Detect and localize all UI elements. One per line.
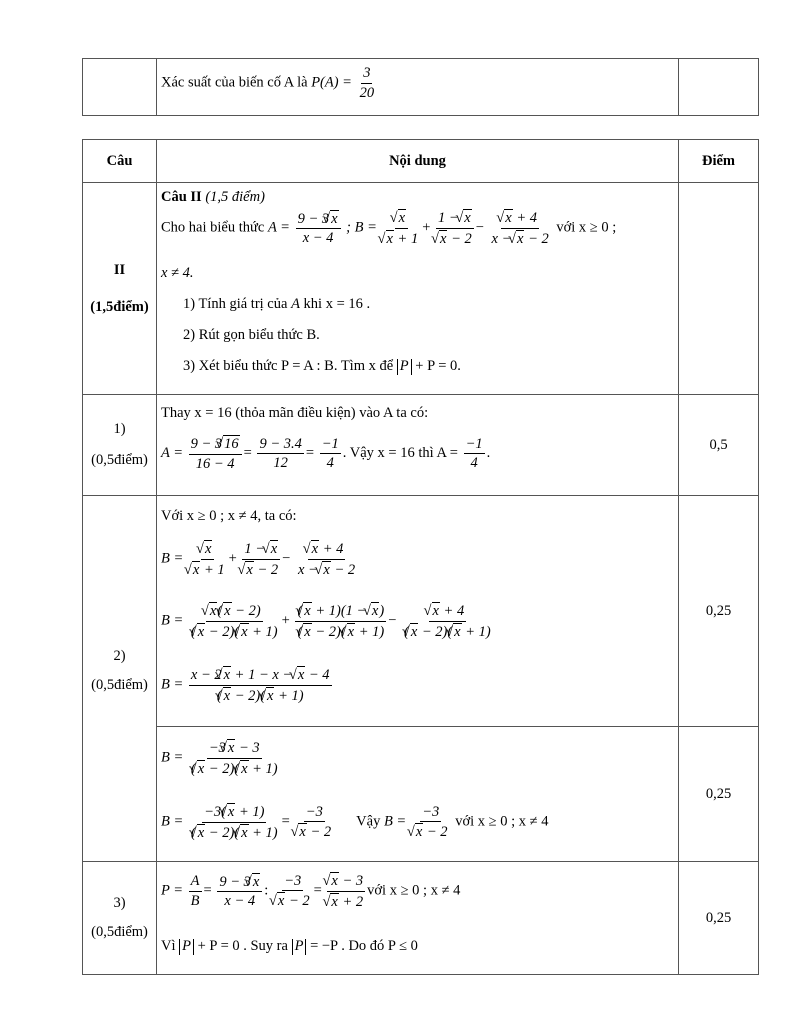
p2-cau-cell [83, 496, 157, 862]
p1-conclusion: . Vậy x = 16 thì A = [342, 445, 458, 461]
probability-lhs: P(A) = [311, 74, 352, 91]
top-cell-empty-right [679, 59, 759, 116]
header-cau: Câu [83, 140, 157, 183]
part-3-row [83, 862, 759, 975]
p3-last-b: + P = 0 . Suy ra [193, 938, 292, 954]
p3-score: 0,25 [705, 909, 732, 926]
p3-cau-cell [83, 862, 157, 975]
p3-last-a: Vì [161, 938, 180, 954]
p2-content-cell-a: Với x ≥ 0 ; x ≠ 4, ta có: B = √ x √ x + 1 + 1 − √ x √ x − 2 − √ $\frac{x + 4}{x - √ x - 2}$ B = √ $\frac{x(√ x - 2)}{(√ x - 2)(√ x + 1)}$ + $\frac{(√ x + 1)(1 - √ x)}{(√ x - 2)(√ x + 1)}$ − √ $\frac{x + 4}{(√ x - 2)(√ x + 1)}$ B = $\frac{x - 2√ x + 1 - x - √ x - 4}{(√ x - 2)(√ x + 1)}$ [157, 496, 679, 727]
q2-cau-cell [83, 183, 157, 395]
q2-title-points: (1,5 điểm) [201, 189, 265, 205]
p2-score-cell-b [679, 727, 759, 862]
q2-title: Câu II [161, 189, 202, 205]
q2-condition: với x ≥ 0 ; [556, 219, 617, 236]
p2-label: 2) [113, 648, 126, 664]
p3-points: (0,5điểm) [91, 924, 148, 940]
p1-cau-cell [83, 395, 157, 496]
p2-content-cell-b: B = $\frac{-3√ x - 3}{(√ x - 2)(√ x + 1)}$ B = $\frac{-3(√ x + 1)}{(√ x - 2)(√ x + 1)}$ = −3 √ x − 2 Vậy B = −3 √ x − 2 với x ≥ 0 ; x ≠ 4 [157, 727, 679, 862]
q2-item-1-tail: khi x = 16 . [299, 296, 371, 312]
top-cell-empty-left [83, 59, 157, 116]
answer-table [82, 139, 759, 975]
question-2-row [83, 183, 759, 395]
p3-label: 3) [113, 895, 126, 911]
p3-score-cell [679, 862, 759, 975]
p2-score-a: 0,25 [705, 602, 732, 619]
part-1-row [83, 395, 759, 496]
probability-text: Xác suất của biến cố A là [161, 74, 312, 91]
p2-vay: Vậy [356, 813, 381, 830]
probability-fraction: $\frac{3}{20}$ [359, 65, 375, 101]
q2-item-3: 3) Xét biểu thức P = A : B. Tìm x để [183, 358, 397, 374]
q2-item-1: 1) Tính giá trị của [183, 296, 292, 312]
p1-score: 0,5 [709, 436, 728, 453]
q2-points: (1,5điểm) [90, 298, 149, 315]
q2-score-cell [679, 183, 759, 395]
table-header-row [83, 140, 759, 183]
q2-item-2: 2) Rút gọn biểu thức B. [183, 327, 320, 343]
q2-label: II [113, 261, 126, 278]
q2-content-cell: Câu II (1,5 điểm) Cho hai biểu thức A = $\frac{9 - 3√ x}{x - 4}$ ; B = √ x √ x + 1 + 1 − √ x √ x − 2 − √ $\frac{x + 4}{x - √ x - 2}$ với x ≥ 0 ; x ≠ 4. 1) Tính giá trị của A khi x = 16 . 2) Rút gọn biểu thức B. 3) Xét biểu thức P = A : B. Tìm x để P + P = 0. [157, 183, 679, 395]
p2-points: (0,5điểm) [91, 677, 148, 693]
p1-label: 1) [113, 421, 126, 437]
p3-content-cell: P = $\frac{A}{B}$ = $\frac{9 - 3√ x}{x - 4}$ : −3 √ x − 2 = √ x − 3 √ x + 2 với x ≥ 0 ; x ≠ 4 Vì P + P = 0 . Suy ra P = −P . Do đó P ≤ 0 [157, 862, 679, 975]
p1-line1: Thay x = 16 (thỏa mãn điều kiện) vào A ta có: [161, 405, 429, 421]
part-2-row-b [83, 727, 759, 862]
part-2-row-a [83, 496, 759, 727]
p3-condition: với x ≥ 0 ; x ≠ 4 [367, 882, 461, 899]
q2-intro: Cho hai biểu thức [161, 219, 265, 236]
p1-content-cell: Thay x = 16 (thỏa mãn điều kiện) vào A ta có: A = $\frac{9 - 3√ 16}{16 - 4}$ = $\frac{9 - 3.4}{12}$ = $\frac{-1}{4}$ . Vậy x = 16 thì A = $\frac{-1}{4}$ . [157, 395, 679, 496]
p1-points: (0,5điểm) [91, 452, 148, 468]
top-cell-content [157, 59, 679, 116]
p1-score-cell [679, 395, 759, 496]
p2-line1: Với x ≥ 0 ; x ≠ 4, ta có: [161, 508, 297, 524]
p2-condition: với x ≥ 0 ; x ≠ 4 [455, 813, 549, 830]
header-diem: Điểm [679, 140, 759, 183]
top-table [82, 58, 759, 116]
p2-score-cell-a [679, 496, 759, 727]
p2-score-b: 0,25 [705, 785, 732, 802]
header-noi-dung: Nội dung [157, 140, 679, 183]
q2-condition-line2: x ≠ 4. [161, 265, 194, 281]
p3-last-c: = −P . Do đó P ≤ 0 [306, 938, 418, 954]
